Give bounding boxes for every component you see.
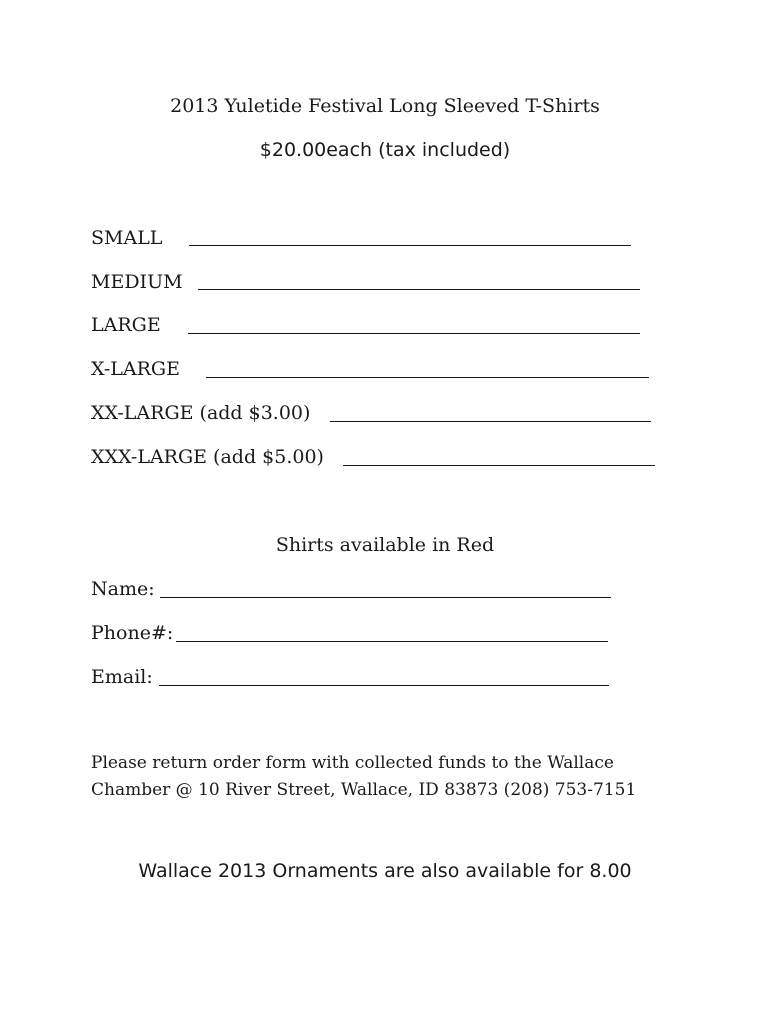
size-label-large: LARGE	[91, 314, 161, 336]
size-label-x-large: X-LARGE	[91, 358, 180, 380]
size-line-large[interactable]	[188, 333, 640, 334]
size-label-xx-large: XX-LARGE (add $3.00)	[91, 402, 311, 424]
contact-line-email[interactable]	[159, 685, 609, 686]
contact-label-email: Email:	[91, 666, 153, 688]
return-instructions-line-2: Chamber @ 10 River Street, Wallace, ID 83873 (208) 753-7151	[91, 780, 637, 800]
return-instructions-line-1: Please return order form with collected funds to the Wallace	[91, 753, 614, 773]
size-line-medium[interactable]	[198, 289, 640, 290]
price-line: $20.00each (tax included)	[259, 139, 511, 161]
contact-label-phone: Phone#:	[91, 622, 174, 644]
size-label-medium: MEDIUM	[91, 271, 183, 293]
availability-note: Shirts available in Red	[275, 534, 495, 556]
size-line-x-large[interactable]	[206, 377, 649, 378]
contact-line-name[interactable]	[160, 597, 611, 598]
size-line-xx-large[interactable]	[330, 421, 651, 422]
form-title: 2013 Yuletide Festival Long Sleeved T-Shirts	[170, 95, 600, 117]
contact-line-phone[interactable]	[176, 641, 608, 642]
ornaments-note: Wallace 2013 Ornaments are also available for 8.00	[138, 860, 632, 882]
size-label-xxx-large: XXX-LARGE (add $5.00)	[91, 446, 324, 468]
contact-label-name: Name:	[91, 578, 155, 600]
size-line-small[interactable]	[189, 245, 631, 246]
size-line-xxx-large[interactable]	[343, 465, 655, 466]
size-label-small: SMALL	[91, 227, 163, 249]
